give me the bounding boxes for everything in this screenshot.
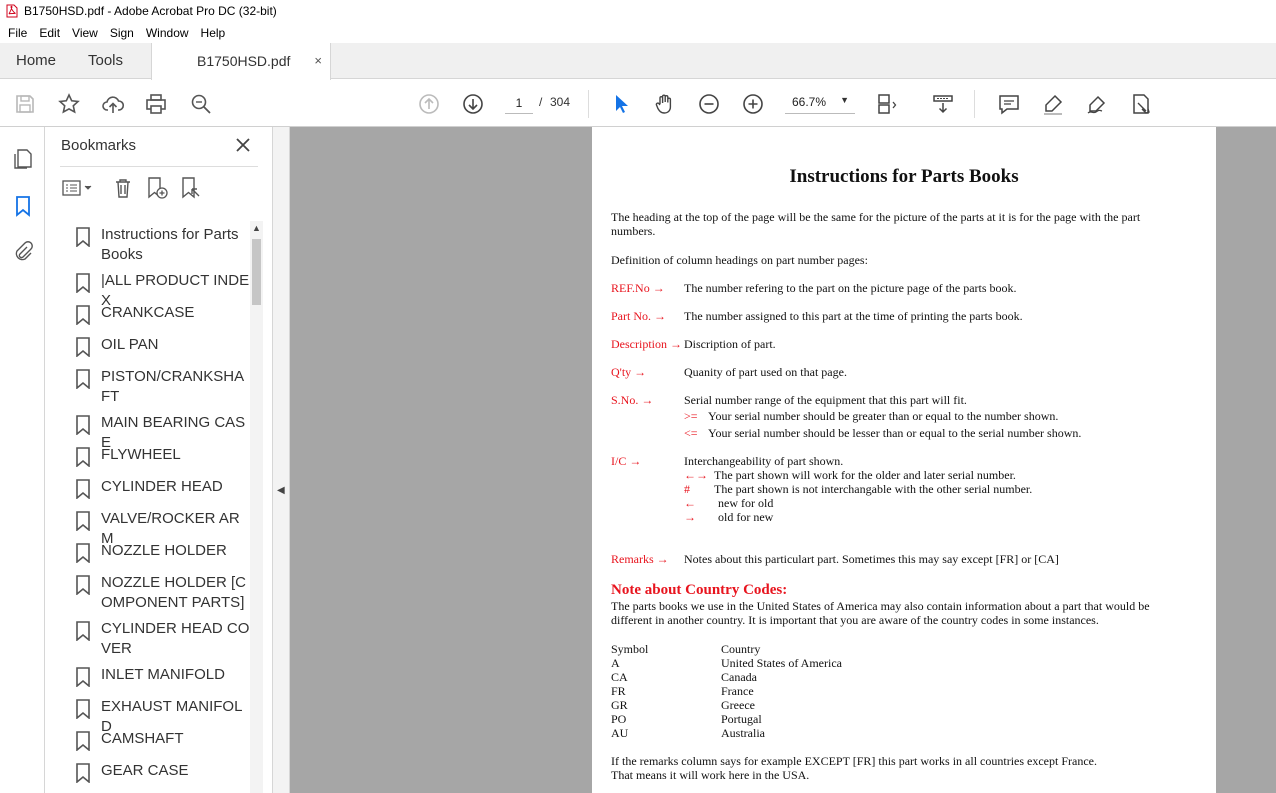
country-symbol: GR (611, 698, 628, 712)
column-key: REF.No → (611, 281, 665, 295)
bookmark-item[interactable] (75, 335, 250, 357)
navigation-rail (0, 127, 45, 793)
bookmarks-header: Bookmarks (61, 137, 137, 154)
zoom-select[interactable] (785, 92, 855, 114)
country-name: Greece (721, 698, 755, 712)
pdf-page (592, 127, 1216, 793)
bookmark-icon (75, 479, 91, 499)
bookmark-item[interactable] (75, 619, 250, 659)
serial-rule-symbol: >= (684, 409, 698, 423)
country-name: France (721, 684, 754, 698)
bookmark-icon (75, 227, 91, 247)
new-bookmark-icon[interactable] (144, 175, 170, 201)
scroll-mode-icon[interactable] (930, 91, 956, 117)
toolbar (0, 80, 1276, 127)
ic-rule (684, 482, 1032, 496)
bookmark-icon (75, 699, 91, 719)
title-bar (0, 0, 1276, 22)
zoom-out-icon[interactable] (696, 91, 722, 117)
serial-rule-symbol: <= (684, 426, 698, 440)
tab-bar (0, 43, 1276, 79)
column-desc: Notes about this particulart part. Sometimes this may say except [FR] or [CA] (684, 552, 1059, 566)
bookmark-label: CYLINDER HEAD (101, 478, 223, 495)
bookmark-label: MAIN BEARING CASE (101, 414, 246, 451)
bookmark-icon (75, 273, 91, 293)
menu-view[interactable]: View (72, 25, 98, 40)
attachments-icon[interactable] (10, 239, 36, 265)
bookmark-icon (75, 305, 91, 325)
bookmark-icon (75, 511, 91, 531)
page-separator: / (539, 95, 543, 109)
scroll-up-icon[interactable]: ▲ (252, 223, 261, 233)
tab-document-label: B1750HSD.pdf (197, 53, 291, 69)
close-tab-icon[interactable]: × (314, 53, 322, 68)
bookmark-item[interactable] (75, 541, 250, 563)
column-desc: Discription of part. (684, 337, 776, 351)
pdf-icon (5, 4, 19, 18)
closing-line-2: That means it will work here in the USA. (611, 768, 810, 782)
zoom-in-icon[interactable] (740, 91, 766, 117)
bookmark-item[interactable] (75, 477, 250, 499)
column-key: Q'ty → (611, 365, 647, 379)
bookmark-label: |ALL PRODUCT INDEX (101, 272, 250, 309)
save-icon[interactable] (12, 91, 38, 117)
country-symbol: CA (611, 670, 628, 684)
column-desc: Interchangeability of part shown. (684, 454, 844, 468)
page-down-icon[interactable] (460, 91, 486, 117)
collapse-arrow-icon[interactable]: ◀ (277, 485, 285, 496)
column-key: I/C → (611, 454, 642, 468)
print-icon[interactable] (143, 91, 169, 117)
country-symbol: PO (611, 712, 627, 726)
bookmark-icon (75, 447, 91, 467)
country-header-symbol: Symbol (611, 642, 649, 656)
menu-file[interactable]: File (8, 25, 28, 40)
bookmark-icon (75, 575, 91, 595)
ic-rule-symbol: ←→ (684, 468, 708, 482)
ic-rule (684, 468, 1016, 482)
serial-rule (684, 409, 1058, 423)
sign-icon[interactable] (1084, 91, 1110, 117)
menu-edit[interactable]: Edit (39, 25, 61, 40)
bookmark-item[interactable] (75, 225, 250, 265)
bookmark-icon (75, 369, 91, 389)
bookmark-label: OIL PAN (101, 336, 159, 353)
bookmark-label: INLET MANIFOLD (101, 666, 225, 683)
country-header-country: Country (721, 642, 761, 656)
menu-sign[interactable]: Sign (109, 25, 134, 40)
bookmarks-scrollbar[interactable] (250, 221, 263, 793)
country-name: United States of America (721, 656, 842, 670)
serial-rule-text: Your serial number should be greater than or equal to the number shown. (708, 409, 1059, 423)
bookmark-item[interactable] (75, 761, 250, 783)
menu-help[interactable]: Help (200, 25, 226, 40)
document-view[interactable] (290, 127, 1276, 793)
page-fit-icon[interactable] (874, 91, 900, 117)
bookmark-label: CAMSHAFT (101, 730, 184, 747)
bookmark-icon (75, 621, 91, 641)
country-symbol: AU (611, 726, 629, 740)
upload-icon[interactable] (100, 91, 126, 117)
tab-home[interactable]: Home (16, 52, 57, 69)
bookmark-icon (75, 543, 91, 563)
expand-bookmark-icon[interactable] (178, 175, 204, 201)
bookmark-label: VALVE/ROCKER ARM (101, 510, 240, 547)
ic-rule-text: old for new (718, 510, 774, 524)
close-icon[interactable] (233, 135, 253, 155)
options-menu-icon[interactable] (60, 175, 96, 201)
highlight-icon[interactable] (1040, 91, 1066, 117)
bookmark-label: CRANKCASE (101, 304, 195, 321)
window-title: B1750HSD.pdf - Adobe Acrobat Pro DC (32-bit) (24, 4, 277, 18)
bookmark-icon (75, 763, 91, 783)
column-desc: Serial number range of the equipment that this part will fit. (684, 393, 967, 407)
column-key: Part No. → (611, 309, 666, 323)
select-cursor-icon[interactable] (608, 91, 634, 117)
page-number-input[interactable] (505, 92, 533, 114)
menu-window[interactable]: Window (145, 25, 189, 40)
pages-icon[interactable] (10, 146, 36, 172)
closing-line-1: If the remarks column says for example EXCEPT [FR] this part works in all countries except France. (611, 754, 1097, 768)
column-desc: The number assigned to this part at the time of printing the parts book. (684, 309, 1023, 323)
scrollbar-thumb[interactable] (252, 239, 261, 305)
bookmark-label: NOZZLE HOLDER [COMPONENT PARTS] (101, 574, 247, 611)
ic-rule-symbol: ← (684, 496, 696, 510)
column-desc: The number refering to the part on the picture page of the parts book. (684, 281, 1017, 295)
country-note-title: Note about Country Codes: (611, 582, 788, 598)
bookmarks-icon[interactable] (10, 193, 36, 219)
country-symbol: A (611, 656, 620, 670)
ic-rule-symbol: → (684, 510, 696, 524)
ic-rule-symbol: # (684, 482, 690, 496)
bookmark-icon (75, 667, 91, 687)
country-name: Portugal (721, 712, 762, 726)
bookmark-icon (75, 415, 91, 435)
ic-rule (684, 510, 773, 524)
divider (60, 166, 258, 167)
page-up-icon[interactable] (416, 91, 442, 117)
column-key: Remarks → (611, 552, 669, 566)
bookmark-label: CYLINDER HEAD COVER (101, 620, 250, 657)
bookmark-item[interactable] (75, 303, 250, 325)
tab-tools[interactable]: Tools (88, 52, 124, 69)
bookmarks-panel (45, 127, 273, 793)
column-key: S.No. → (611, 393, 654, 407)
serial-rule-text: Your serial number should be lesser than or equal to the serial number shown. (708, 426, 1082, 440)
tab-document[interactable] (151, 43, 331, 80)
country-symbol: FR (611, 684, 626, 698)
toolbar-divider (588, 90, 589, 118)
bookmark-label: Instructions for Parts Books (101, 226, 239, 263)
bookmark-label: PISTON/CRANKSHAFT (101, 368, 245, 405)
bookmark-item[interactable] (75, 665, 250, 687)
menu-bar (0, 22, 1276, 43)
country-note-paragraph: The parts books we use in the United States of America may also contain information about a part that would be different in another country. It is important that you are aware of the country codes in some instances. (611, 599, 1150, 627)
bookmarks-toolbar (60, 175, 258, 203)
bookmark-item[interactable] (75, 729, 250, 751)
bookmark-icon (75, 337, 91, 357)
column-key: Description → (611, 337, 682, 351)
edit-pdf-icon[interactable] (1128, 91, 1154, 117)
hand-icon[interactable] (652, 91, 678, 117)
country-name: Canada (721, 670, 757, 684)
document-title: Instructions for Parts Books (789, 166, 1019, 187)
bookmark-star-icon[interactable] (56, 91, 82, 117)
ic-rule-text: new for old (718, 496, 774, 510)
toolbar-divider (974, 90, 975, 118)
bookmark-item[interactable] (75, 367, 250, 407)
definition-line: Definition of column headings on part number pages: (611, 253, 868, 267)
bookmark-label: EXHAUST MANIFOLD (101, 698, 243, 735)
bookmark-item[interactable] (75, 573, 250, 613)
bookmark-label: FLYWHEEL (101, 446, 181, 463)
chevron-down-icon: ▼ (840, 95, 849, 105)
bookmark-item[interactable] (75, 445, 250, 467)
intro-paragraph: The heading at the top of the page will be the same for the picture of the parts at it is for the page with the part numbers. (611, 210, 1141, 238)
comment-icon[interactable] (996, 91, 1022, 117)
bookmark-icon (75, 731, 91, 751)
ic-rule-text: The part shown is not interchangable with the other serial number. (714, 482, 1033, 496)
column-desc: Quanity of part used on that page. (684, 365, 847, 379)
zoom-value: 66.7% (792, 95, 827, 109)
serial-rule (684, 426, 1081, 440)
delete-icon[interactable] (110, 175, 136, 201)
country-name: Australia (721, 726, 765, 740)
search-zoom-icon[interactable] (188, 91, 214, 117)
bookmark-label: NOZZLE HOLDER (101, 542, 227, 559)
ic-rule-text: The part shown will work for the older and later serial number. (714, 468, 1016, 482)
ic-rule (684, 496, 773, 510)
bookmark-label: GEAR CASE (101, 762, 189, 779)
page-total: 304 (550, 95, 571, 109)
panel-collapse-handle[interactable] (273, 127, 290, 793)
